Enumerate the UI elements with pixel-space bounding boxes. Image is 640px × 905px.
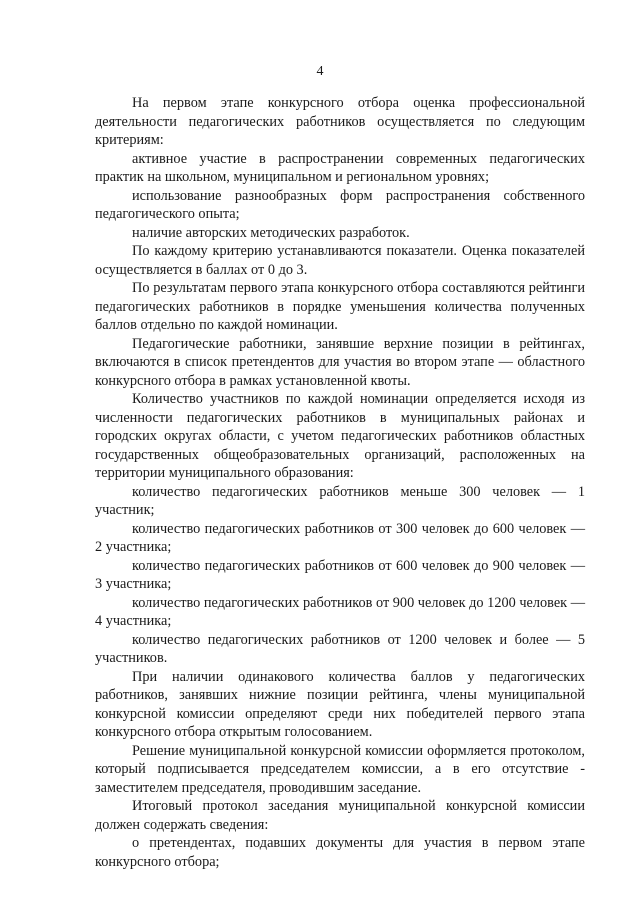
- paragraph: По каждому критерию устанавливаются показатели. Оценка показателей осуществляется в баллах от 0 до 3.: [95, 243, 585, 278]
- paragraph: Итоговый протокол заседания муниципальной конкурсной комиссии должен содержать сведения:: [95, 798, 585, 833]
- document-body: [95, 94, 585, 871]
- paragraph: Педагогические работники, занявшие верхние позиции в рейтингах, включаются в список претендентов для участия во втором этапе — областного конкурсного отбора в рамках установленной квоты.: [95, 335, 585, 389]
- paragraph: количество педагогических работников от 600 человек до 900 человек — 3 участника;: [95, 557, 585, 592]
- paragraph: количество педагогических работников от 1200 человек и более — 5 участников.: [95, 631, 585, 666]
- paragraph: наличие авторских методических разработок.: [132, 224, 410, 241]
- paragraph: количество педагогических работников от 300 человек до 600 человек — 2 участника;: [95, 520, 585, 555]
- paragraph: При наличии одинакового количества баллов у педагогических работников, занявших нижние позиции рейтинга, члены муниципальной конкурсной комиссии определяют среди них победителей первого этапа конкурсного отбора открытым голосованием.: [95, 668, 585, 740]
- page-number: 4: [316, 64, 324, 79]
- paragraph: По результатам первого этапа конкурсного отбора составляются рейтинги педагогических работников в порядке уменьшения количества полученных баллов отдельно по каждой номинации.: [95, 280, 585, 333]
- paragraph: активное участие в распространении современных педагогических практик на школьном, муниципальном и региональном уровнях;: [95, 150, 585, 185]
- paragraph: Количество участников по каждой номинации определяется исходя из численности педагогических работников в муниципальных районах и городских округах области, с учетом педагогических работников областных государственных общеобразовательных организаций, расположенных на территории муниципального образования:: [95, 391, 585, 481]
- paragraph: о претендентах, подавших документы для участия в первом этапе конкурсного отбора;: [95, 835, 585, 870]
- paragraph: количество педагогических работников от 900 человек до 1200 человек — 4 участника;: [95, 594, 585, 629]
- paragraph: Решение муниципальной конкурсной комиссии оформляется протоколом, который подписывается председателем комиссии, а в его отсутствие - заместителем председателя, проводившим заседание.: [95, 742, 585, 796]
- paragraph: количество педагогических работников меньше 300 человек — 1 участник;: [95, 483, 585, 518]
- paragraph: На первом этапе конкурсного отбора оценка профессиональной деятельности педагогических работников осуществляется по следующим критериям:: [95, 95, 585, 148]
- paragraph: использование разнообразных форм распространения собственного педагогического опыта;: [95, 187, 585, 222]
